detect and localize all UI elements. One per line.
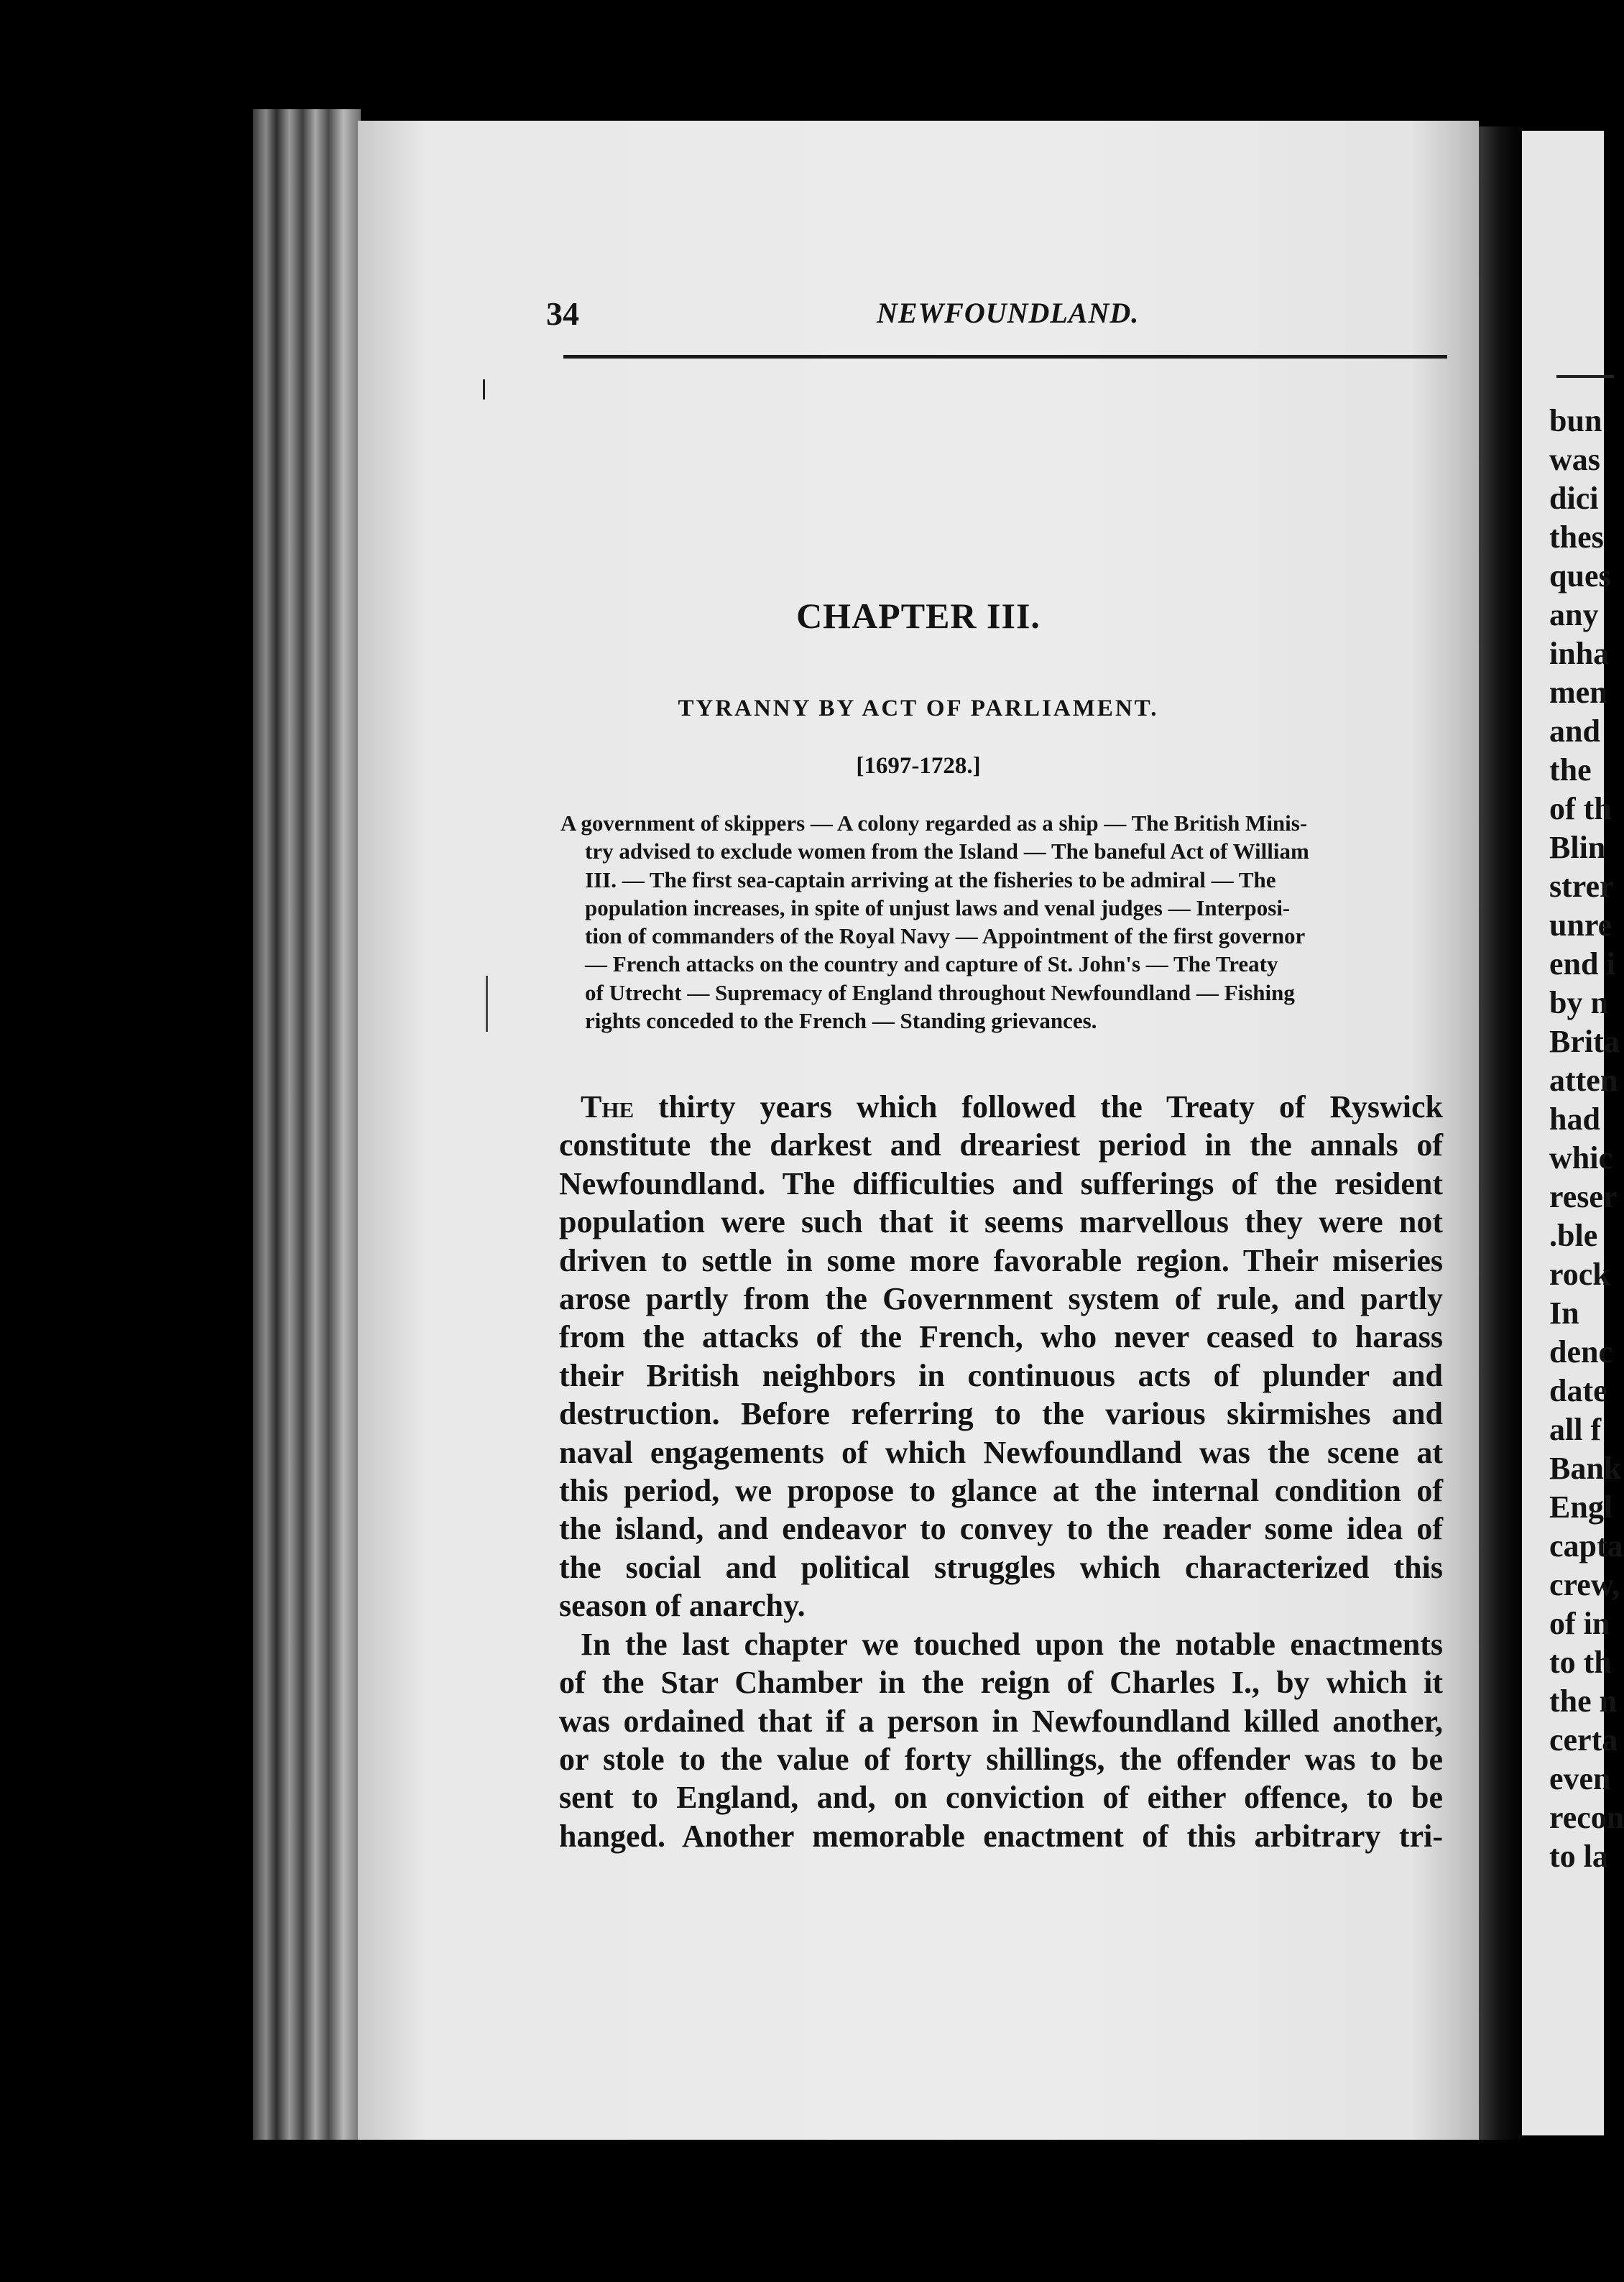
body-line: arose partly from the Government system of rule, and partly (559, 1281, 1443, 1317)
page-number: 34 (546, 295, 579, 332)
fragment-word: men (1549, 675, 1607, 710)
fragment-word: all f (1549, 1412, 1602, 1447)
fragment-word: had (1549, 1101, 1600, 1137)
fragment-word: reser (1549, 1179, 1618, 1214)
body-line: naval engagements of which Newfoundland was the scene at (559, 1434, 1443, 1470)
body-line: season of anarchy. (559, 1588, 806, 1624)
fragment-word: the (1549, 752, 1592, 787)
body-line: In the last chapter we touched upon the notable enactments (581, 1626, 1443, 1662)
fragment-word: date (1549, 1373, 1607, 1408)
pencil-mark (483, 379, 485, 399)
body-line: sent to England, and, on conviction of either offence, to be (559, 1780, 1443, 1816)
fragment-word: was (1549, 442, 1600, 477)
body-line: The thirty years which followed the Treaty of Ryswick (581, 1089, 1443, 1124)
body-line: driven to settle in some more favorable region. Their miseries (559, 1242, 1443, 1278)
fragment-word: even (1549, 1761, 1611, 1796)
chapter-summary (560, 809, 1444, 1035)
page-block-edges (253, 109, 361, 2140)
fragment-word: inha (1549, 636, 1610, 671)
fragment-word: Brita (1549, 1024, 1620, 1059)
fragment-word: of in (1549, 1606, 1610, 1641)
fragment-word: of th (1549, 791, 1612, 826)
summary-line: A government of skippers — A colony regarded as a ship — The British Minis- (560, 810, 1308, 836)
fragment-word: ques (1549, 558, 1611, 593)
running-head: NEWFOUNDLAND. (877, 297, 1140, 329)
first-word: The (581, 1089, 635, 1124)
fragment-word: .ble (1549, 1218, 1598, 1253)
body-text (559, 1088, 1443, 1855)
fragment-word: to th (1549, 1645, 1612, 1680)
summary-line: — French attacks on the country and capture of St. John's — The Treaty (585, 951, 1278, 977)
fragment-word: to la (1549, 1839, 1608, 1874)
fragment-word: Engl (1549, 1489, 1613, 1525)
left-page (358, 121, 1479, 2140)
fragment-word: certa (1549, 1722, 1618, 1757)
summary-line: try advised to exclude women from the Island — The baneful Act of William (585, 839, 1309, 864)
fragment-word: Bank (1549, 1451, 1622, 1486)
fragment-word: In (1549, 1295, 1579, 1331)
header-rule (1556, 375, 1614, 378)
fragment-word: rock (1549, 1257, 1610, 1292)
body-line: hanged. Another memorable enactment of this arbitrary tri- (559, 1818, 1443, 1854)
summary-line: population increases, in spite of unjust laws and venal judges — Interposi- (585, 895, 1291, 920)
fragment-word: thes (1549, 519, 1604, 555)
pencil-mark (486, 976, 488, 1032)
summary-line: of Utrecht — Supremacy of England throughout Newfoundland — Fishing (585, 979, 1295, 1005)
fragment-word: unre (1549, 907, 1613, 943)
summary-line: rights conceded to the French — Standing grievances. (585, 1008, 1097, 1034)
body-line: their British neighbors in continuous acts of plunder and (559, 1357, 1443, 1393)
fragment-word: the n (1549, 1683, 1618, 1719)
body-line: the social and political struggles which characterized this (559, 1549, 1443, 1585)
fragment-word: dici (1549, 481, 1599, 516)
fragment-word: crew, (1549, 1567, 1620, 1602)
summary-line: III. — The first sea-captain arriving at the fisheries to be admiral — The (585, 867, 1276, 892)
fragment-word: by n (1549, 985, 1608, 1020)
body-line: population were such that it seems marvellous they were not (559, 1204, 1443, 1240)
chapter-title: CHAPTER III. (796, 596, 1041, 636)
fragment-word: Blin (1549, 830, 1606, 865)
body-line: was ordained that if a person in Newfoundland killed another, (559, 1703, 1443, 1739)
header-rule (563, 355, 1447, 359)
fragment-word: any (1549, 597, 1599, 632)
body-line: of the Star Chamber in the reign of Charles I., by which it (559, 1665, 1443, 1701)
fragment-word: strer (1549, 869, 1614, 904)
fragment-word: atten (1549, 1063, 1618, 1098)
summary-line: tion of commanders of the Royal Navy — Appointment of the first governor (585, 923, 1306, 949)
fragment-word: and (1549, 713, 1600, 749)
fragment-word: end i (1549, 946, 1615, 981)
body-line: constitute the darkest and dreariest period in the annals of (559, 1127, 1443, 1163)
body-line: this period, we propose to glance at the internal condition of (559, 1473, 1443, 1509)
fragment-word: denc (1549, 1334, 1613, 1369)
body-line: destruction. Before referring to the various skirmishes and (559, 1396, 1443, 1432)
date-range: [1697-1728.] (856, 753, 981, 779)
right-page-fragment (1522, 131, 1624, 2135)
body-line: or stole to the value of forty shillings, the offender was to be (559, 1741, 1443, 1777)
chapter-subtitle: TYRANNY BY ACT OF PARLIAMENT. (678, 696, 1159, 721)
book-gutter (1479, 126, 1522, 2140)
body-line: the island, and endeavor to convey to the reader some idea of (559, 1511, 1443, 1547)
fragment-word: bun (1549, 403, 1602, 438)
body-line: Newfoundland. The difficulties and sufferings of the resident (559, 1165, 1443, 1201)
fragment-word: capta (1549, 1528, 1623, 1563)
fragment-word: recon (1549, 1800, 1624, 1835)
fragment-word: whic (1549, 1140, 1613, 1175)
body-line: from the attacks of the French, who never ceased to harass (559, 1319, 1443, 1355)
